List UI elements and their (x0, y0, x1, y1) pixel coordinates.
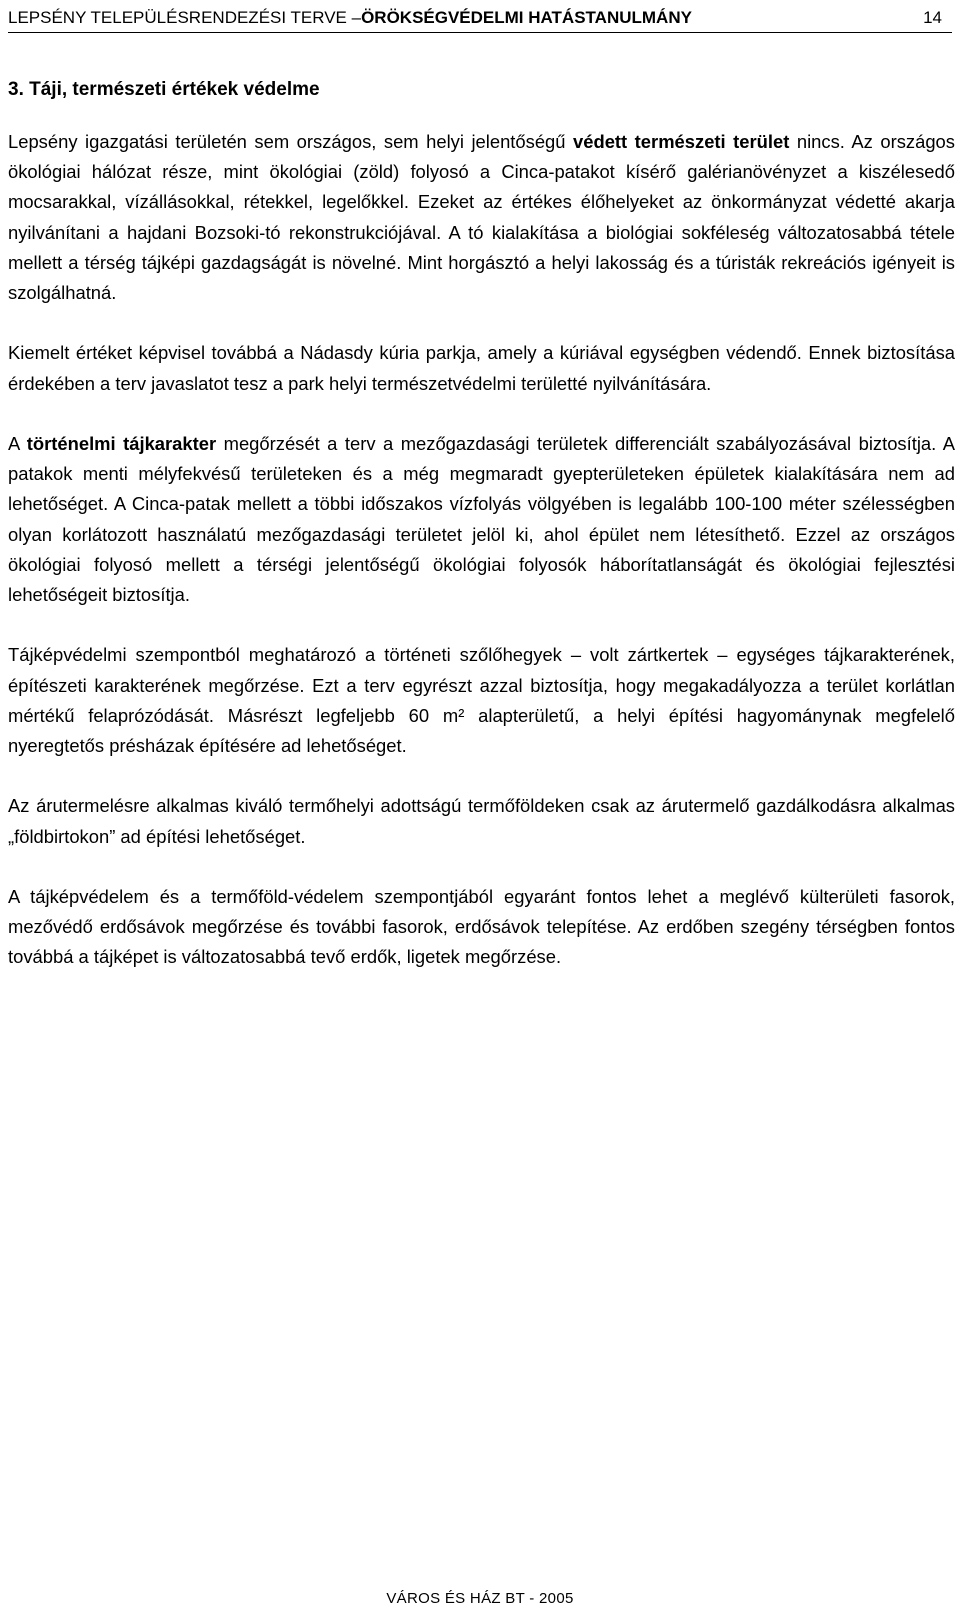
paragraph-tree-rows: A tájképvédelem és a termőföld-védelem szempontjából egyaránt fontos lehet a meglévő külterületi fasorok, mezővédő erdősávok megőrzése és további fasorok, erdősávok telepítése. Az erdőben szegény térségben fontos továbbá a tájképet is változatosabbá tevő erdők, ligetek megőrzése. (8, 886, 955, 968)
page-number: 14 (923, 8, 942, 27)
document-title-bold: ÖRÖKSÉGVÉDELMI HATÁSTANULMÁNY (361, 8, 692, 27)
paragraph-farmland: Az árutermelésre alkalmas kiváló termőhelyi adottságú termőföldeken csak az árutermelő gazdálkodásra alkalmas „földbirtokon” ad építési lehetőséget. (8, 795, 955, 847)
document-title (8, 4, 692, 32)
document-title-prefix: LEPSÉNY TELEPÜLÉSRENDEZÉSI TERVE – (8, 8, 362, 27)
paragraph-text: Lepsény igazgatási területén sem országos, sem helyi jelentőségű (8, 131, 574, 152)
page-footer: VÁROS ÉS HÁZ BT - 2005 (386, 1590, 574, 1607)
section-heading: 3. Táji, természeti értékek védelme (8, 79, 320, 100)
bold-phrase: védett természeti terület (573, 131, 790, 152)
paragraph-manor-park: Kiemelt értéket képvisel továbbá a Nádasdy kúria parkja, amely a kúriával egységben védendő. Ennek biztosítása érdekében a terv javaslatot tesz a park helyi természetvédelmi területté nyilvánítására. (8, 342, 955, 394)
paragraph-text: nincs. Az országos ökológiai hálózat része, mint ökológiai (zöld) folyosó a Cinca-patakot kísérő galérianövényzet a kiszélesedő mocsarakkal, vízállásokkal, rétekkel, legelőkkel. Ezeket az értékes élőhelyeket az önkormányzat védetté akarja nyilvánítani a hajdani Bozsoki-tó rekonstrukciójával. A tó kialakítása a biológiai sokféleség változatosabbá tétele mellett a térség tájképi gazdagságát is növelné. Mint horgásztó a helyi lakosság és a túristák rekreációs igényeit is szolgálhatná. (8, 131, 955, 304)
bold-phrase: történelmi tájkarakter (26, 433, 217, 454)
paragraph-protected-areas (8, 127, 955, 308)
paragraph-text: A (8, 433, 27, 454)
paragraph-vineyards: Tájképvédelmi szempontból meghatározó a történeti szőlőhegyek – volt zártkertek – egységes tájkarakterének, építészeti karakterének megőrzése. Ezt a terv egyrészt azzal biztosítja, hogy megakadályozza a terület korlátlan mértékű felaprózódását. Másrészt legfeljebb 60 m² alapterületű, a helyi építési hagyománynak megfelelő nyeregtetős présházak építésére ad lehetőséget. (8, 644, 955, 757)
page-header (8, 4, 952, 33)
paragraph-text: megőrzését a terv a mezőgazdasági területek differenciált szabályozásával biztosítja. A patakok menti mélyfekvésű területeken és a még megmaradt gyepterületeken épületek kialakítására nem ad lehetőséget. A Cinca-patak mellett a többi időszakos vízfolyás völgyében is legalább 100-100 méter szélességben olyan korlátozott használatú mezőgazdasági területet jelöl ki, ahol épület nem létesíthető. Ezzel az országos ökológiai folyosó mellett a térségi jelentőségű ökológiai folyosók háborítatlanságát és ökológiai fejlesztési lehetőségeit biztosítja. (8, 433, 955, 606)
document-body (8, 127, 955, 1003)
paragraph-historic-landscape (8, 429, 955, 610)
